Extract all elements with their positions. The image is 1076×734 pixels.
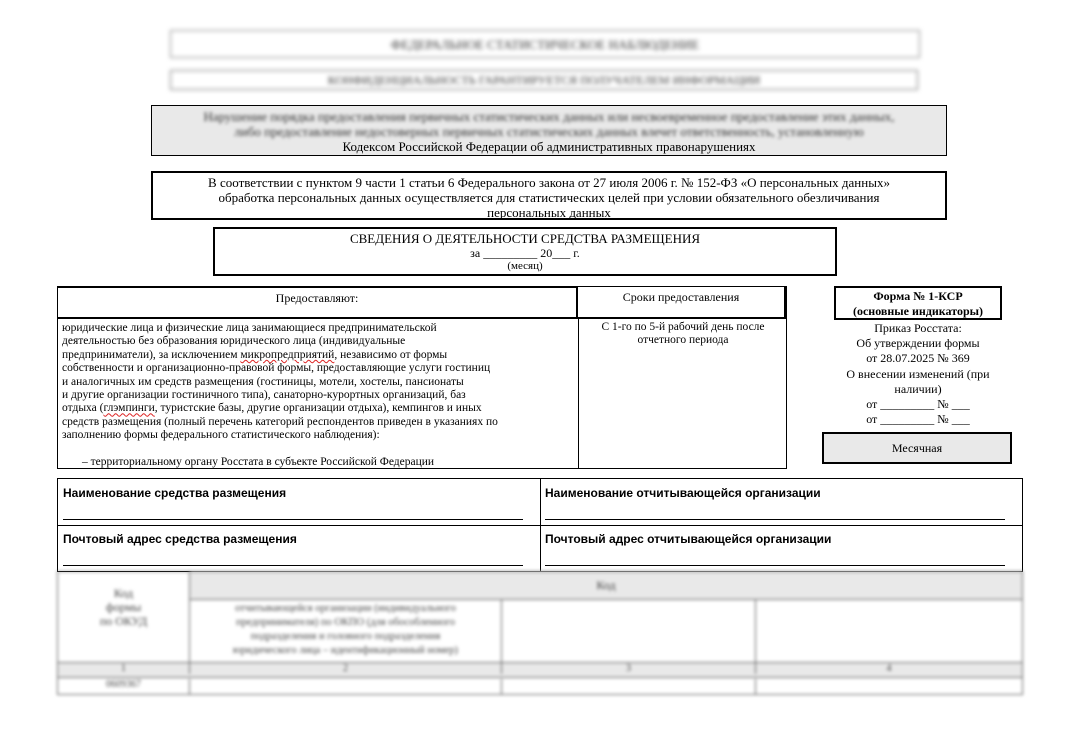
form-title: СВЕДЕНИЯ О ДЕЯТЕЛЬНОСТИ СРЕДСТВА РАЗМЕЩЕНИЯ: [349, 231, 701, 246]
personal-data-line-1: В соответствии с пунктом 9 части 1 статьи 6 Федерального закона от 27 июля 2006 г. № 152-ФЗ «О персональных данных»: [208, 175, 890, 190]
col-num-1: 1: [58, 663, 190, 674]
providers-line-7: отдыха (глэмпинги, туристские базы, другие организации отдыха), кемпингов и иных: [62, 402, 482, 415]
report-period: за _________ 20___ г.: [470, 246, 580, 260]
deadline-line-2: отчетного периода: [637, 334, 729, 346]
form-number-box: [834, 286, 1002, 320]
org-name-field[interactable]: [545, 519, 1005, 520]
providers-header: [58, 287, 578, 319]
code-header-label: Код: [596, 578, 616, 592]
order-line-5: наличии): [894, 381, 942, 396]
order-line-4: О внесении изменений (при: [846, 366, 990, 381]
facility-address-field[interactable]: [63, 565, 523, 566]
okpo-line-4: юридического лица – идентификационный номер): [232, 645, 459, 656]
code-col-4: [756, 600, 1022, 662]
warning-line-3: Кодексом Российской Федерации об административных правонарушениях: [342, 139, 756, 154]
org-address-label: Почтовый адрес отчитывающейся организации: [545, 532, 832, 546]
order-line-7: от _________ № ___: [866, 412, 970, 427]
facility-address-label: Почтовый адрес средства размещения: [63, 532, 297, 546]
order-info: [818, 321, 1018, 427]
providers-line-4: собственности и организационно-правовой формы, предоставляющие услуги гостиниц: [62, 362, 491, 375]
okpo-line-1: отчитывающейся организации (индивидуального: [235, 603, 456, 614]
code-col-3: [502, 600, 756, 662]
warning-line-1: Нарушение порядка предоставления первичных статистических данных или несвоевременное предоставление этих данных,: [203, 109, 895, 124]
personal-data-box: [151, 171, 947, 220]
deadline-header: [578, 287, 786, 319]
facility-name-label: Наименование средства размещения: [63, 486, 287, 500]
form-number: Форма № 1-КСР: [873, 289, 963, 303]
warning-box: [151, 105, 947, 156]
col-num-3: 3: [502, 663, 756, 674]
order-line-3: от 28.07.2025 № 369: [866, 351, 970, 366]
okpo-line-3: подразделения и головного подразделения: [250, 631, 441, 642]
org-address-field[interactable]: [545, 565, 1005, 566]
report-period-hint: (месяц): [507, 260, 543, 272]
order-line-6: от _________ № ___: [866, 397, 970, 412]
periodicity: Месячная: [891, 441, 943, 455]
order-line-2: Об утверждении формы: [856, 336, 980, 351]
org-name-label: Наименование отчитывающейся организации: [545, 486, 821, 500]
okud-label: [58, 572, 190, 662]
banner2-text: КОНФИДЕНЦИАЛЬНОСТЬ ГАРАНТИРУЕТСЯ ПОЛУЧАТЕЛЕМ ИНФОРМАЦИИ: [327, 73, 761, 87]
providers-line-3: предприниматели), за исключением микропредприятий, независимо от формы: [62, 348, 448, 361]
providers-recipient: – территориальному органу Росстата в субъекте Российской Федерации: [82, 455, 435, 468]
form-subtitle: (основные индикаторы): [852, 304, 984, 318]
code-table: [57, 571, 1023, 695]
word-micro: микропредприятий: [240, 348, 335, 361]
col-num-4: 4: [886, 663, 892, 674]
code-value-4[interactable]: [756, 679, 1022, 694]
okpo-line-2: предпринимателя) по ОКПО (для обособленного: [235, 617, 456, 628]
confidential-banner-2: [170, 70, 918, 90]
deadline-header-label: Сроки предоставления: [622, 290, 740, 304]
providers-line-9: заполнению формы федерального статистического наблюдения):: [62, 429, 380, 442]
code-header: [190, 572, 1022, 600]
deadline-line-1: С 1-го по 5-й рабочий день после: [601, 321, 765, 333]
personal-data-line-2: обработка персональных данных осуществляется для статистических целей при условии обязательного обезличивания: [218, 190, 880, 205]
warning-line-2: либо предоставление недостоверных первичных статистических данных влечет ответственность, установленную: [234, 124, 864, 139]
providers-text: [62, 322, 577, 469]
fields-table: [57, 478, 1023, 572]
code-value-3[interactable]: [502, 679, 756, 694]
okud-label-3: по ОКУД: [99, 614, 148, 628]
banner1-text: ФЕДЕРАЛЬНОЕ СТАТИСТИЧЕСКОЕ НАБЛЮДЕНИЕ: [390, 37, 700, 52]
okpo-value[interactable]: [190, 679, 502, 694]
providers-table: [57, 286, 787, 469]
order-line-1: Приказ Росстата:: [874, 321, 962, 335]
providers-line-1: юридические лица и физические лица занимающиеся предпринимательской: [62, 322, 437, 334]
okud-value: 0609367: [58, 679, 190, 694]
providers-divider: [578, 319, 579, 468]
facility-name-field[interactable]: [63, 519, 523, 520]
okud-label-1: Код: [113, 586, 134, 600]
confidential-banner-1: [170, 30, 920, 58]
deadline-text: [580, 321, 786, 347]
okpo-label: [190, 600, 502, 662]
okud-label-2: формы: [105, 600, 142, 614]
word-glamping: глэмпинги: [103, 402, 155, 415]
providers-header-label: Предоставляют:: [275, 291, 359, 305]
providers-line-5: и аналогичных им средств размещения (гостиницы, мотели, хостелы, пансионаты: [62, 375, 464, 388]
providers-line-6: и другие организации гостиничного типа), санаторно-курортных организаций, баз: [62, 389, 466, 402]
fields-hdivider: [58, 525, 1022, 526]
providers-line-8: средств размещения (полный перечень категорий респондентов приведен в указаниях по: [62, 415, 498, 428]
form-title-box: [213, 227, 837, 276]
periodicity-box: [822, 432, 1012, 464]
personal-data-line-3: персональных данных: [487, 205, 611, 220]
providers-line-2: деятельностью без образования юридического лица (индивидуальные: [62, 335, 406, 348]
col-num-2: 2: [190, 663, 502, 674]
